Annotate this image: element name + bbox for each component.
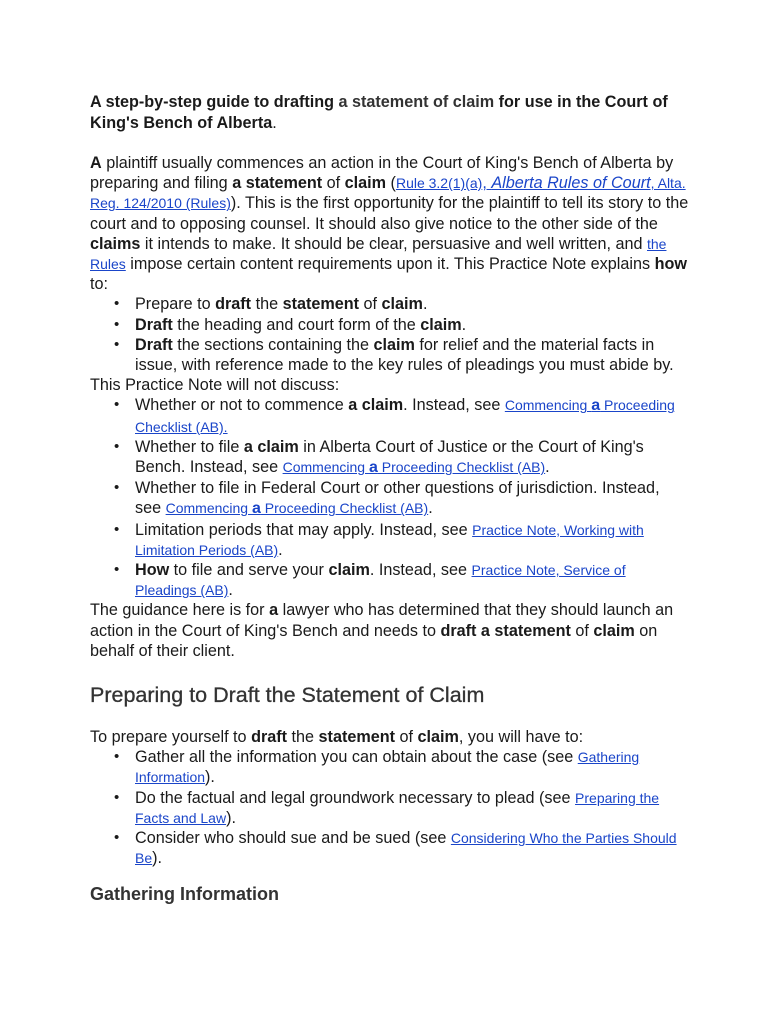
text: .	[228, 581, 233, 600]
text: The guidance here is for	[90, 601, 270, 620]
list-item	[90, 335, 690, 375]
list-item	[90, 294, 690, 314]
text: a claim	[348, 396, 404, 415]
text: draft	[251, 728, 288, 747]
text: statement	[318, 728, 396, 747]
text: a claim	[243, 437, 299, 456]
text: of	[395, 728, 418, 747]
text: to:	[90, 275, 108, 294]
intro-paragraph	[90, 92, 690, 134]
text: claim	[373, 335, 415, 354]
text: of	[570, 621, 594, 640]
list-item	[90, 315, 690, 335]
paragraph-guidance	[90, 600, 690, 661]
alberta-rules-reg-link[interactable]: , Alta. Reg. 124/2010 (Rules)	[90, 175, 686, 212]
text: claim	[328, 561, 370, 580]
the-rules-link[interactable]: the Rules	[90, 235, 667, 273]
text: Proceeding Checklist (AB)	[260, 500, 429, 517]
text: claim	[417, 728, 459, 747]
intro-text: step-by-step guide to drafting	[105, 93, 335, 111]
text: claims	[90, 234, 141, 253]
text: claim	[593, 621, 635, 640]
text: Proceeding Checklist (AB)	[377, 459, 546, 476]
text: a	[251, 500, 261, 518]
text: To prepare yourself to	[90, 728, 252, 747]
text: impose certain content requirements upon it. This Practice Note explains	[125, 255, 655, 274]
text: Gather all the information you can obtain about the case (see	[135, 748, 578, 767]
explains-list	[90, 294, 690, 375]
intro-text: for use in the Court of King's Bench of Alberta	[90, 93, 668, 132]
text: Prepare to	[135, 295, 216, 314]
intro-text: a statement of claim	[334, 93, 499, 111]
document-body	[90, 92, 690, 905]
text: Draft	[135, 335, 173, 354]
list-item	[90, 788, 690, 828]
text: Commencing	[282, 459, 369, 476]
text: the	[251, 295, 283, 314]
subsection-heading: Gathering Information	[90, 883, 279, 904]
text: .	[422, 295, 428, 314]
text: claim	[344, 174, 387, 193]
list-item	[90, 395, 690, 436]
text: , you will have to:	[458, 728, 584, 747]
preparing-facts-link[interactable]: Preparing the Facts and Law	[135, 789, 660, 826]
text: Whether to file in Federal Court or other questions of jurisdiction. Instead, see	[135, 479, 660, 518]
text: the heading and court form of the	[172, 315, 421, 334]
rule-link-separator[interactable]: ,	[482, 174, 492, 193]
paragraph-intro-action	[90, 153, 690, 294]
text: Whether to file	[135, 437, 244, 456]
text: to file and serve your	[169, 561, 329, 580]
text: ). This is the first opportunity for the plaintiff to tell its story to the court and to opposing counsel. It should also give notice to the other side of the	[90, 194, 689, 233]
text: Commencing	[165, 500, 252, 517]
text: Limitation periods that may apply. Instead, see	[135, 520, 473, 539]
text: claim	[381, 295, 423, 314]
text: . Instead, see	[369, 561, 472, 580]
text: Proceeding Checklist (AB).	[135, 397, 675, 435]
text: ).	[226, 808, 236, 827]
commencing-checklist-link[interactable]	[166, 500, 429, 516]
text: draft a statement	[440, 621, 571, 640]
section-heading: Preparing to Draft the Statement of Claim	[90, 683, 485, 708]
intro-text: .	[272, 114, 277, 132]
list-item	[90, 437, 690, 478]
text: the sections containing the	[172, 335, 374, 354]
paragraph-prepare	[90, 727, 690, 747]
alberta-rules-link[interactable]: Alberta Rules of Court	[491, 174, 651, 193]
text: the	[287, 728, 319, 747]
rule-link[interactable]: Rule 3.2(1)(a)	[395, 175, 483, 192]
text: a statement	[232, 174, 323, 193]
text: Do the factual and legal groundwork necessary to plead (see	[135, 788, 576, 807]
text: lawyer who has determined that they should launch an action in the Court of King's Bench and needs to	[90, 601, 674, 640]
text: .	[428, 499, 433, 518]
list-item	[90, 520, 690, 560]
text: ).	[205, 768, 215, 787]
not-discuss-list	[90, 395, 690, 600]
text: How	[135, 561, 170, 580]
intro-text: A	[90, 93, 106, 111]
text: of	[359, 295, 382, 314]
commencing-checklist-link[interactable]	[283, 459, 546, 475]
text: a	[591, 397, 601, 415]
prepare-list	[90, 747, 690, 868]
list-item	[90, 560, 690, 600]
text: Draft	[135, 315, 173, 334]
text: draft	[215, 295, 252, 314]
list-item	[90, 478, 690, 519]
list-item	[90, 747, 690, 787]
limitation-periods-link[interactable]: Practice Note, Working with Limitation Periods (AB)	[135, 521, 644, 558]
text: for relief and the material facts in issue, with reference made to the key rules of pleadings you must abide by.	[135, 335, 674, 375]
text: claim	[420, 315, 462, 334]
text: A	[90, 154, 102, 172]
text: (	[386, 174, 396, 193]
text: .	[545, 458, 550, 477]
text: statement	[282, 295, 360, 314]
parties-link[interactable]: Considering Who the Parties Should Be	[135, 830, 677, 867]
text: . Instead, see	[403, 396, 505, 415]
text: Commencing	[504, 397, 592, 414]
text: plaintiff usually commences an action in the Court of King's Bench of Alberta by preparing and filing	[90, 154, 674, 193]
text: Whether or not to commence	[135, 396, 349, 415]
text: a	[269, 601, 279, 620]
text: Consider who should sue and be sued (see	[135, 829, 451, 848]
text: on behalf of their client.	[90, 621, 658, 660]
text: it intends to make. It should be clear, persuasive and well written, and	[140, 234, 647, 253]
text: .	[278, 540, 283, 559]
text: how	[654, 255, 687, 274]
text: .	[461, 315, 467, 334]
text: a	[368, 459, 378, 477]
service-of-pleadings-link[interactable]: Practice Note, Service of Pleadings (AB)	[135, 562, 626, 599]
paragraph-not-discuss: This Practice Note will not discuss:	[90, 376, 340, 395]
list-item	[90, 828, 690, 868]
text: ).	[152, 849, 163, 868]
text: of	[322, 174, 345, 193]
gathering-information-link[interactable]: Gathering Information	[135, 749, 640, 786]
text: in Alberta Court of Justice or the Court of King's Bench. Instead, see	[135, 437, 644, 477]
